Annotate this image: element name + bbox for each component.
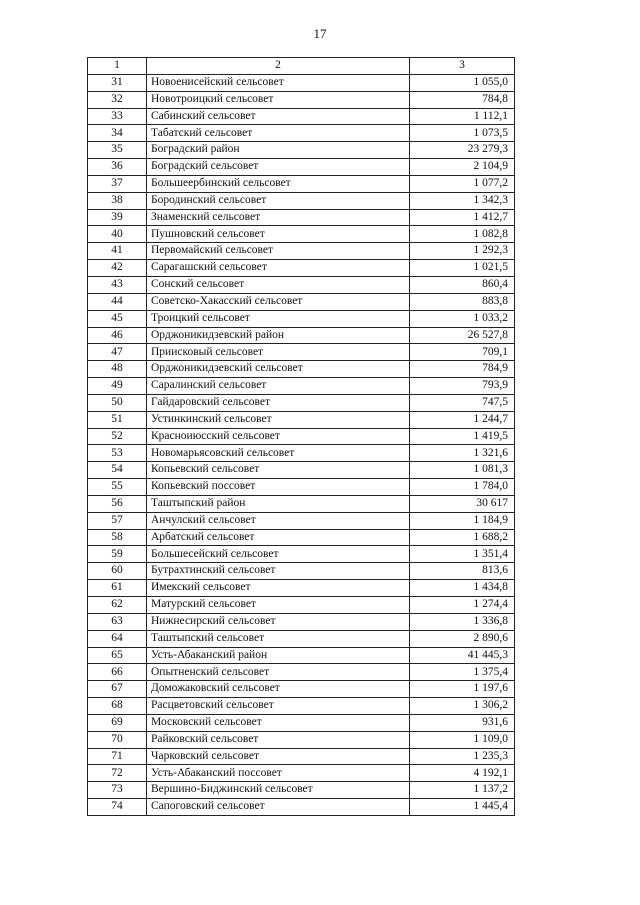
row-value: 4 192,1 [410, 765, 515, 782]
row-value: 1 055,0 [410, 74, 515, 91]
table-row [88, 664, 515, 681]
row-name: Нижнесирский сельсовет [147, 613, 410, 630]
table-row [88, 799, 515, 816]
table-row [88, 714, 515, 731]
row-name: Доможаковский сельсовет [147, 681, 410, 698]
row-value: 1 112,1 [410, 108, 515, 125]
row-name: Табатский сельсовет [147, 125, 410, 142]
row-name: Усть-Абаканский район [147, 647, 410, 664]
row-value: 1 137,2 [410, 782, 515, 799]
data-table [87, 57, 515, 816]
row-name: Советско-Хакасский сельсовет [147, 293, 410, 310]
table-row [88, 681, 515, 698]
row-number: 58 [88, 529, 147, 546]
column-header-name: 2 [147, 58, 410, 75]
row-value: 709,1 [410, 344, 515, 361]
row-number: 55 [88, 479, 147, 496]
row-value: 1 235,3 [410, 748, 515, 765]
row-value: 1 184,9 [410, 512, 515, 529]
row-name: Вершино-Биджинский сельсовет [147, 782, 410, 799]
row-number: 70 [88, 731, 147, 748]
row-value: 1 342,3 [410, 192, 515, 209]
row-name: Гайдаровский сельсовет [147, 394, 410, 411]
row-number: 32 [88, 91, 147, 108]
row-number: 52 [88, 428, 147, 445]
row-value: 1 784,0 [410, 479, 515, 496]
table-row [88, 293, 515, 310]
table-row [88, 175, 515, 192]
row-name: Московский сельсовет [147, 714, 410, 731]
column-header-value: 3 [410, 58, 515, 75]
table-row [88, 580, 515, 597]
row-name: Райковский сельсовет [147, 731, 410, 748]
row-value: 784,8 [410, 91, 515, 108]
row-value: 1 082,8 [410, 226, 515, 243]
row-number: 72 [88, 765, 147, 782]
table-row [88, 512, 515, 529]
row-name: Бутрахтинский сельсовет [147, 563, 410, 580]
table-row [88, 597, 515, 614]
row-value: 1 081,3 [410, 462, 515, 479]
table-row [88, 546, 515, 563]
row-number: 68 [88, 698, 147, 715]
row-number: 34 [88, 125, 147, 142]
row-name: Копьевский сельсовет [147, 462, 410, 479]
row-name: Большесейский сельсовет [147, 546, 410, 563]
row-value: 931,6 [410, 714, 515, 731]
row-number: 63 [88, 613, 147, 630]
row-value: 1 109,0 [410, 731, 515, 748]
row-value: 1 351,4 [410, 546, 515, 563]
row-number: 44 [88, 293, 147, 310]
row-name: Боградский район [147, 142, 410, 159]
row-number: 41 [88, 243, 147, 260]
row-name: Сонский сельсовет [147, 276, 410, 293]
row-value: 1 306,2 [410, 698, 515, 715]
row-number: 64 [88, 630, 147, 647]
row-value: 883,8 [410, 293, 515, 310]
row-value: 30 617 [410, 495, 515, 512]
table-row [88, 243, 515, 260]
row-name: Чарковский сельсовет [147, 748, 410, 765]
table-row [88, 276, 515, 293]
row-value: 1 321,6 [410, 445, 515, 462]
table-row [88, 613, 515, 630]
row-value: 1 292,3 [410, 243, 515, 260]
row-number: 66 [88, 664, 147, 681]
row-name: Устинкинский сельсовет [147, 411, 410, 428]
table-row [88, 310, 515, 327]
row-number: 53 [88, 445, 147, 462]
table-row [88, 192, 515, 209]
row-number: 37 [88, 175, 147, 192]
row-name: Таштыпский сельсовет [147, 630, 410, 647]
table-row [88, 698, 515, 715]
row-number: 33 [88, 108, 147, 125]
row-value: 1 244,7 [410, 411, 515, 428]
row-number: 42 [88, 260, 147, 277]
table-row [88, 630, 515, 647]
row-name: Орджоникидзевский район [147, 327, 410, 344]
row-number: 31 [88, 74, 147, 91]
table-row [88, 108, 515, 125]
table-row [88, 748, 515, 765]
row-number: 57 [88, 512, 147, 529]
table-row [88, 495, 515, 512]
row-value: 26 527,8 [410, 327, 515, 344]
row-number: 73 [88, 782, 147, 799]
row-number: 54 [88, 462, 147, 479]
row-value: 860,4 [410, 276, 515, 293]
table-row [88, 125, 515, 142]
row-name: Красноиюсский сельсовет [147, 428, 410, 445]
row-value: 1 375,4 [410, 664, 515, 681]
table-row [88, 563, 515, 580]
table-row [88, 731, 515, 748]
table-row [88, 445, 515, 462]
row-value: 813,6 [410, 563, 515, 580]
row-name: Опытненский сельсовет [147, 664, 410, 681]
row-number: 59 [88, 546, 147, 563]
row-name: Матурский сельсовет [147, 597, 410, 614]
row-value: 2 104,9 [410, 159, 515, 176]
row-value: 1 033,2 [410, 310, 515, 327]
row-name: Боградский сельсовет [147, 159, 410, 176]
row-value: 1 445,4 [410, 799, 515, 816]
row-name: Большеербинский сельсовет [147, 175, 410, 192]
row-name: Сабинский сельсовет [147, 108, 410, 125]
row-number: 43 [88, 276, 147, 293]
table-row [88, 411, 515, 428]
row-name: Копьевский поссовет [147, 479, 410, 496]
row-value: 1 274,4 [410, 597, 515, 614]
row-name: Знаменский сельсовет [147, 209, 410, 226]
table-row [88, 462, 515, 479]
table-row [88, 782, 515, 799]
table-body [88, 74, 515, 815]
row-name: Таштыпский район [147, 495, 410, 512]
row-number: 50 [88, 394, 147, 411]
row-name: Анчулский сельсовет [147, 512, 410, 529]
row-name: Троицкий сельсовет [147, 310, 410, 327]
row-value: 41 445,3 [410, 647, 515, 664]
row-value: 1 336,8 [410, 613, 515, 630]
table-row [88, 226, 515, 243]
table-row [88, 428, 515, 445]
row-number: 74 [88, 799, 147, 816]
row-value: 1 197,6 [410, 681, 515, 698]
page-number: 17 [313, 26, 327, 41]
row-number: 36 [88, 159, 147, 176]
row-name: Приисковый сельсовет [147, 344, 410, 361]
row-value: 1 077,2 [410, 175, 515, 192]
table-row [88, 91, 515, 108]
table-row [88, 479, 515, 496]
row-value: 1 434,8 [410, 580, 515, 597]
row-number: 67 [88, 681, 147, 698]
row-number: 35 [88, 142, 147, 159]
row-number: 40 [88, 226, 147, 243]
row-number: 47 [88, 344, 147, 361]
row-number: 39 [88, 209, 147, 226]
row-value: 1 412,7 [410, 209, 515, 226]
table-row [88, 529, 515, 546]
row-number: 60 [88, 563, 147, 580]
row-name: Новоенисейский сельсовет [147, 74, 410, 91]
row-value: 1 419,5 [410, 428, 515, 445]
table-row [88, 647, 515, 664]
row-name: Сапоговский сельсовет [147, 799, 410, 816]
table-header-row [88, 58, 515, 75]
row-name: Имекский сельсовет [147, 580, 410, 597]
row-name: Усть-Абаканский поссовет [147, 765, 410, 782]
row-value: 1 688,2 [410, 529, 515, 546]
row-name: Расцветовский сельсовет [147, 698, 410, 715]
row-number: 71 [88, 748, 147, 765]
row-value: 747,5 [410, 394, 515, 411]
table-row [88, 378, 515, 395]
row-number: 48 [88, 361, 147, 378]
table-row [88, 765, 515, 782]
table-row [88, 327, 515, 344]
table-row [88, 209, 515, 226]
row-number: 56 [88, 495, 147, 512]
row-number: 61 [88, 580, 147, 597]
row-name: Саралинский сельсовет [147, 378, 410, 395]
row-name: Сарагашский сельсовет [147, 260, 410, 277]
row-name: Арбатский сельсовет [147, 529, 410, 546]
row-name: Орджоникидзевский сельсовет [147, 361, 410, 378]
row-number: 62 [88, 597, 147, 614]
table-row [88, 260, 515, 277]
row-number: 49 [88, 378, 147, 395]
row-number: 69 [88, 714, 147, 731]
row-name: Первомайский сельсовет [147, 243, 410, 260]
row-value: 784,9 [410, 361, 515, 378]
row-number: 45 [88, 310, 147, 327]
row-number: 46 [88, 327, 147, 344]
row-name: Новотроицкий сельсовет [147, 91, 410, 108]
row-number: 65 [88, 647, 147, 664]
row-name: Пушновский сельсовет [147, 226, 410, 243]
table-row [88, 344, 515, 361]
table-row [88, 159, 515, 176]
row-value: 23 279,3 [410, 142, 515, 159]
table-row [88, 361, 515, 378]
row-value: 793,9 [410, 378, 515, 395]
table-row [88, 142, 515, 159]
row-name: Бородинский сельсовет [147, 192, 410, 209]
table-row [88, 394, 515, 411]
row-value: 1 021,5 [410, 260, 515, 277]
row-value: 2 890,6 [410, 630, 515, 647]
column-header-number: 1 [88, 58, 147, 75]
row-value: 1 073,5 [410, 125, 515, 142]
table-row [88, 74, 515, 91]
row-number: 38 [88, 192, 147, 209]
row-number: 51 [88, 411, 147, 428]
row-name: Новомарьясовский сельсовет [147, 445, 410, 462]
